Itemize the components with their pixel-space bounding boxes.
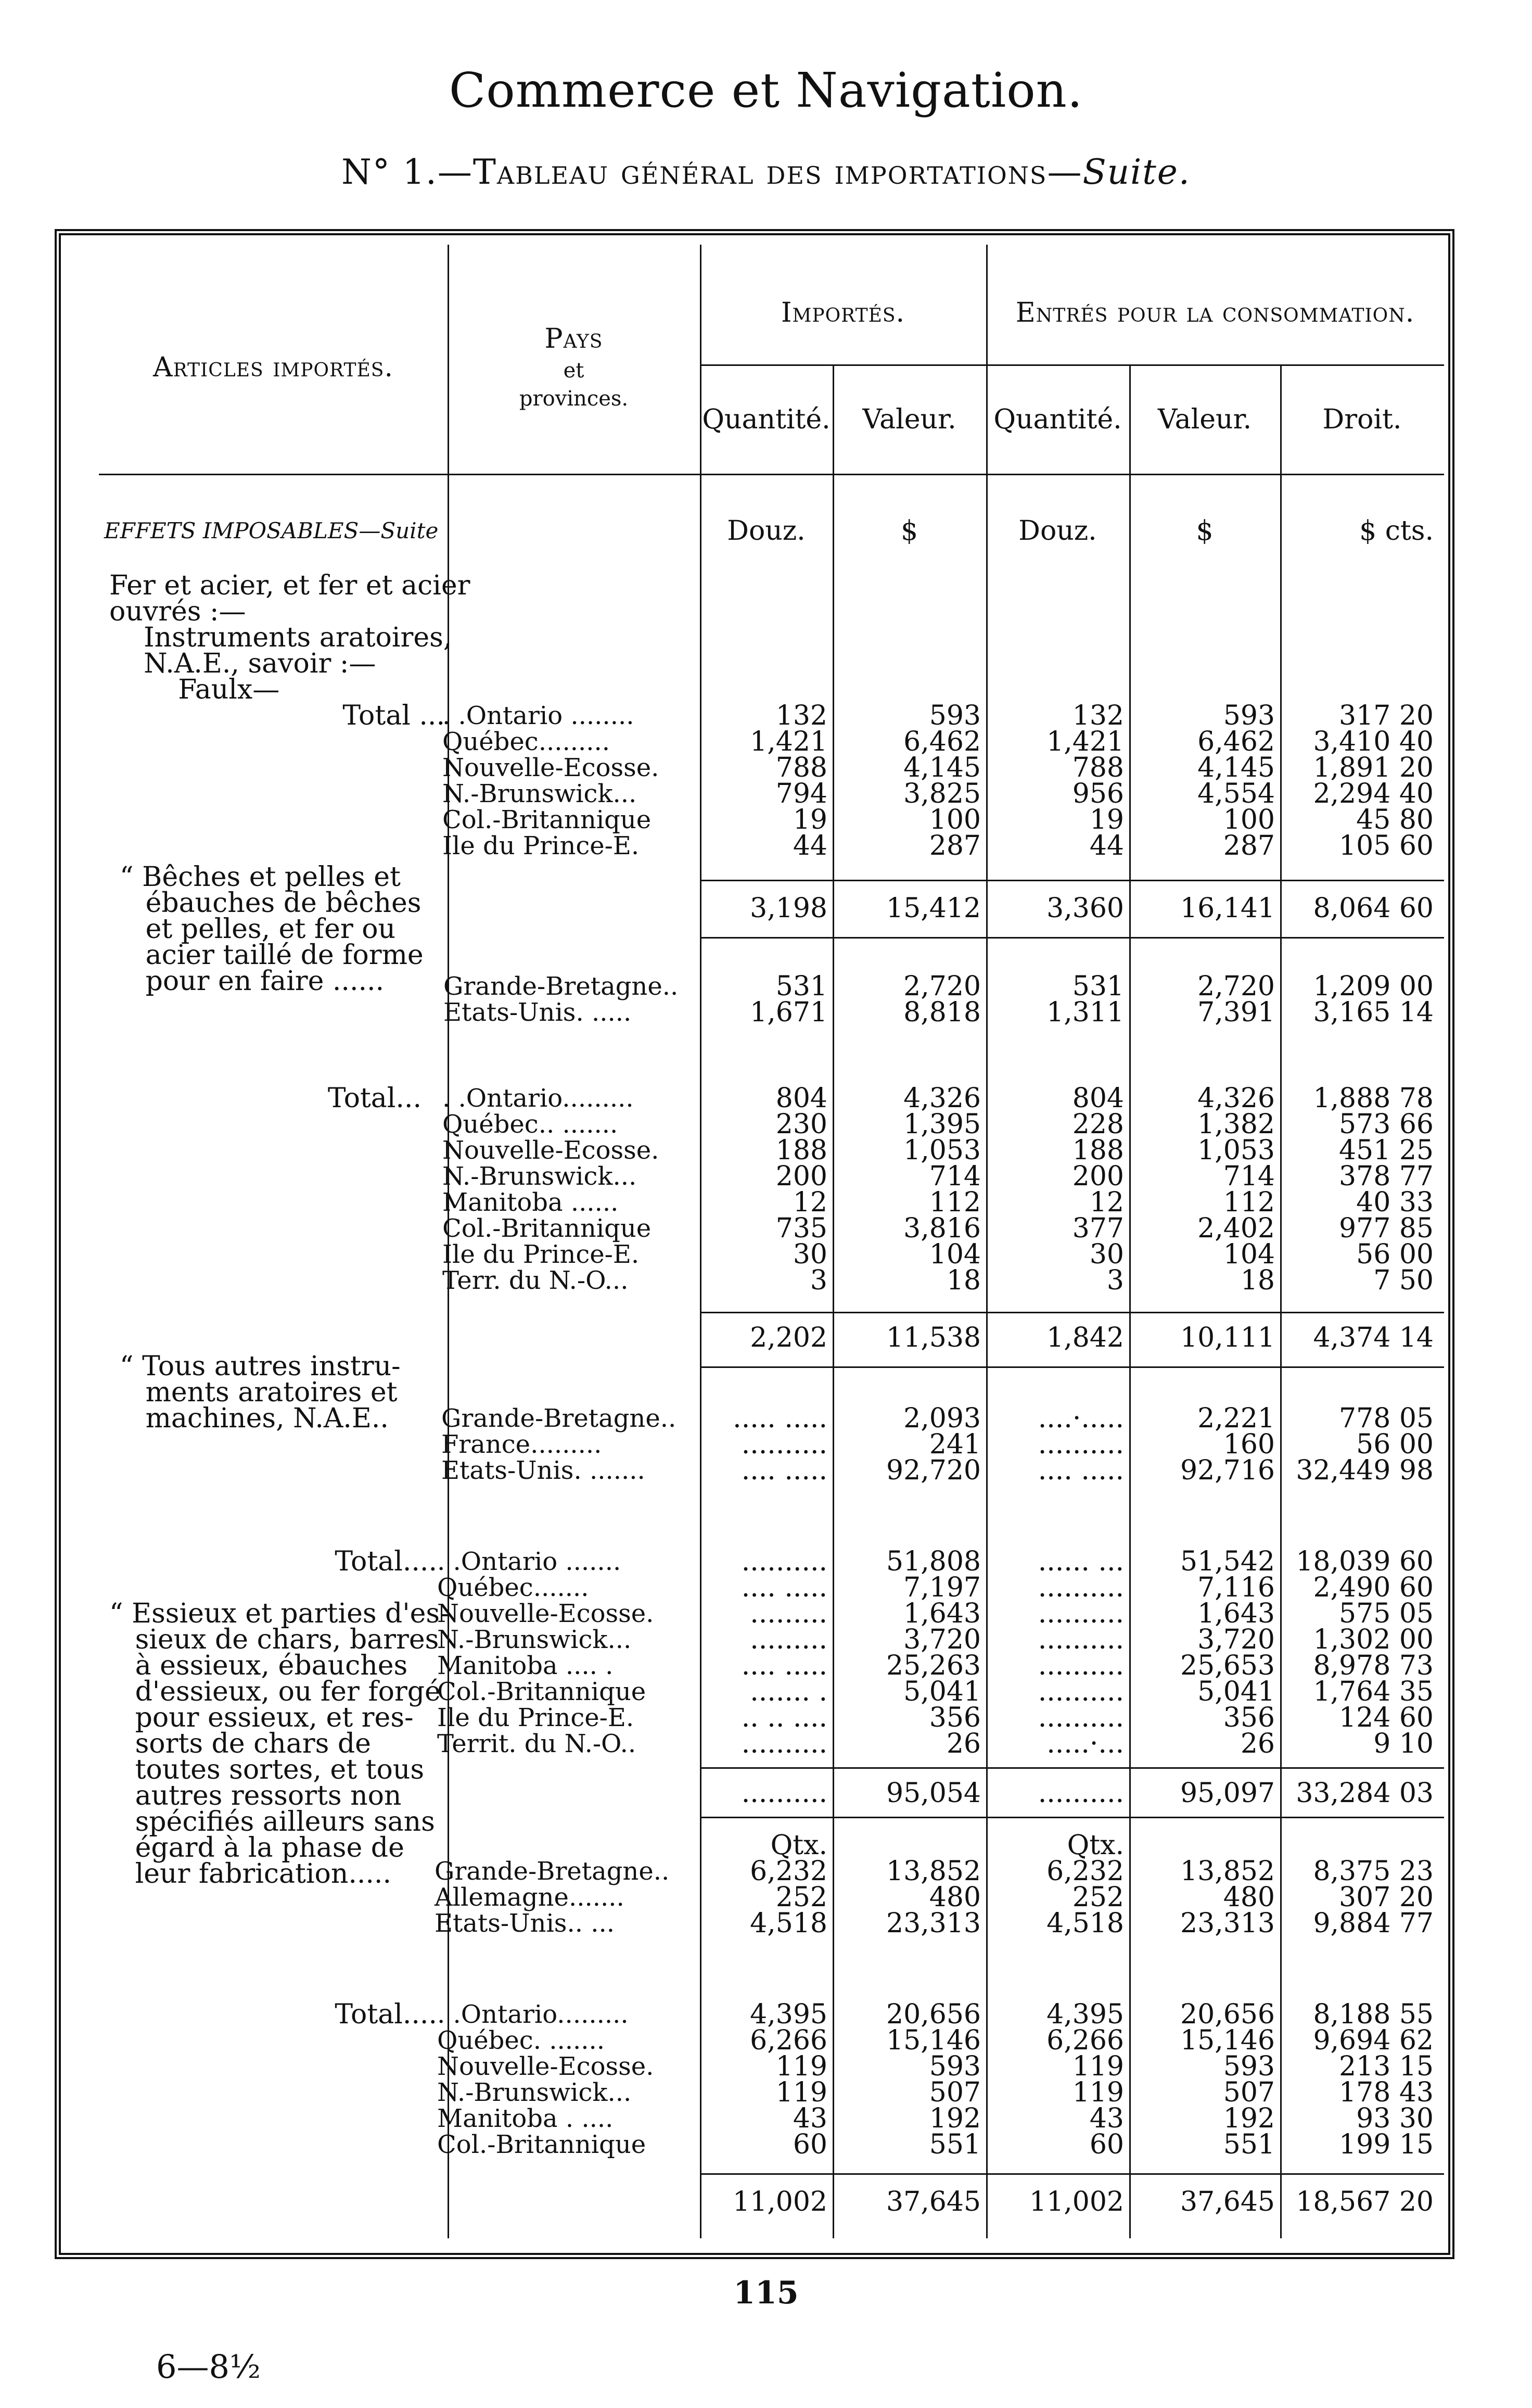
section-label: EFFETS IMPOSABLES—Suite <box>104 518 439 543</box>
header-articles: Articles importés. <box>153 352 393 383</box>
article-beches: “ Bêches et pelles et ébauches de bêches et pelles, et fer ou acier taillé de forme pour en faire ...... <box>120 861 424 997</box>
rule-essieux-total-top <box>700 2173 1444 2175</box>
block-autres-prov-v2: 51,542 7,116 1,643 3,720 25,653 5,041 356 26 <box>1180 1546 1275 1759</box>
block-faulx-v1: 593 6,462 4,145 3,825 100 287 <box>903 700 981 861</box>
header-quantite-importes: Quantité. <box>702 404 831 435</box>
block-beches-pays: Grande-Bretagne.. Etats-Unis. ..... <box>443 972 679 1027</box>
header-entres: Entrés pour la consommation. <box>1015 297 1415 328</box>
block-autres-prov-q1: .......... .... ..... ......... ......... .... ..... ....... . .. .. .... .......... <box>741 1546 827 1759</box>
block-essieux-prov-pays: . .Ontario......... Québec. ....... Nouvelle-Ecosse. N.-Brunswick... Manitoba . .... Col.-Britannique <box>437 2000 654 2159</box>
block-essieux-prov-q2: 4,395 6,266 119 119 43 60 <box>1046 1999 1124 2160</box>
total-beches-droit: 4,374 14 <box>1313 1322 1434 1353</box>
total-faulx-q2: 3,360 <box>1046 893 1124 924</box>
rule-autres-total-top <box>700 1767 1444 1769</box>
block-beches-droit: 1,209 00 3,165 14 <box>1313 971 1434 1028</box>
subtitle-main: Tableau général des importations— <box>473 152 1083 192</box>
header-rule-group <box>700 364 1444 366</box>
block-beches-prov-q1: 804 230 188 200 12 735 30 3 <box>775 1083 827 1296</box>
page-number: 115 <box>733 2275 799 2311</box>
total-essieux-q2: 11,002 <box>1029 2186 1124 2217</box>
rule-faulx-total-top <box>700 880 1444 881</box>
block-essieux-prov-q1: 4,395 6,266 119 119 43 60 <box>750 1999 827 2160</box>
block-essieux-prov-v1: 20,656 15,146 593 507 192 551 <box>886 1999 981 2160</box>
block-autres-prov-droit: 18,039 60 2,490 60 575 05 1,302 00 8,978 73 1,764 35 124 60 9 10 <box>1296 1546 1434 1759</box>
block-autres-v1: 2,093 241 92,720 <box>886 1403 981 1486</box>
block-faulx-droit: 317 20 3,410 40 1,891 20 2,294 40 45 80 105 60 <box>1313 700 1434 861</box>
block-autres-q1: ..... ..... .......... .... ..... <box>733 1403 827 1486</box>
total-autres-q2: .......... <box>1038 1778 1124 1809</box>
total-essieux-q1: 11,002 <box>733 2186 827 2217</box>
block-essieux-pays: Grande-Bretagne.. Allemagne....... Etats-Unis.. ... <box>435 1857 670 1938</box>
header-pays-3: provinces. <box>519 387 629 411</box>
rule-beches-total-top <box>700 1312 1444 1313</box>
block-autres-q2: ....·..... .......... .... ..... <box>1038 1403 1124 1486</box>
block-beches-v2: 2,720 7,391 <box>1197 971 1275 1028</box>
article-faulx: Fer et acier, et fer et acier ouvrés :— Instruments aratoires, N.A.E., savoir :— Faulx— <box>109 570 470 705</box>
col-rule-v2 <box>1280 364 1282 2238</box>
total-autres-v1: 95,054 <box>886 1778 981 1809</box>
total-beches-v1: 11,538 <box>886 1322 981 1353</box>
block-autres-droit: 778 05 56 00 32,449 98 <box>1296 1403 1434 1486</box>
header-quantite-entres: Quantité. <box>993 404 1122 435</box>
col-rule-q2 <box>1129 364 1131 2238</box>
block-beches-prov-droit: 1,888 78 573 66 451 25 378 77 40 33 977 85 56 00 7 50 <box>1313 1083 1434 1296</box>
article-autres-instruments: “ Tous autres instru- ments aratoires et machines, N.A.E.. <box>120 1351 401 1434</box>
unit-droit: $ cts. <box>1359 515 1434 547</box>
article-autres-total: Total.... <box>335 1546 437 1577</box>
total-essieux-v1: 37,645 <box>886 2186 981 2217</box>
block-beches-prov-pays: . .Ontario......... Québec.. ....... Nouvelle-Ecosse. N.-Brunswick... Manitoba ...... Col.-Britannique Ile du Prince-E. Terr. du N.-O... <box>442 1084 659 1295</box>
total-beches-q1: 2,202 <box>750 1322 827 1353</box>
block-beches-prov-q2: 804 228 188 200 12 377 30 3 <box>1072 1083 1124 1296</box>
block-beches-prov-v1: 4,326 1,395 1,053 714 112 3,816 104 18 <box>903 1083 981 1296</box>
rule-autres-total-bottom <box>700 1817 1444 1818</box>
col-rule-q1 <box>833 364 834 2238</box>
block-autres-prov-pays: . .Ontario ....... Québec....... Nouvelle-Ecosse. N.-Brunswick... Manitoba .... . Col.-Britannique Ile du Prince-E. Territ. du N.-O.. <box>437 1547 654 1758</box>
total-autres-q1: .......... <box>741 1778 827 1809</box>
block-essieux-q1: Qtx. 6,232 252 4,518 <box>750 1830 827 1939</box>
block-essieux-v1: 13,852 480 23,313 <box>886 1856 981 1939</box>
rule-faulx-total-bottom <box>700 937 1444 939</box>
block-beches-prov-v2: 4,326 1,382 1,053 714 112 2,402 104 18 <box>1197 1083 1275 1296</box>
total-faulx-v1: 15,412 <box>886 893 981 924</box>
total-beches-q2: 1,842 <box>1046 1322 1124 1353</box>
printer-signature: 6—8½ <box>156 2348 261 2386</box>
header-droit: Droit. <box>1322 404 1402 435</box>
total-autres-v2: 95,097 <box>1180 1778 1275 1809</box>
unit-q2: Douz. <box>1018 515 1097 547</box>
block-autres-prov-v1: 51,808 7,197 1,643 3,720 25,263 5,041 356 26 <box>886 1546 981 1759</box>
total-faulx-v2: 16,141 <box>1180 893 1275 924</box>
total-faulx-q1: 3,198 <box>750 893 827 924</box>
article-essieux-total: Total.... <box>335 1999 437 2030</box>
total-faulx-droit: 8,064 60 <box>1313 893 1434 924</box>
subtitle-suite: Suite. <box>1082 152 1191 192</box>
total-autres-droit: 33,284 03 <box>1296 1778 1434 1809</box>
article-essieux: “ Essieux et parties d'es- sieux de chars, barres à essieux, ébauches d'essieux, ou fer forgé pour essieux, et res- sorts de chars de toutes sortes, et tous autres ressorts non spécifiés ailleurs sans égard à la phase de leur fabrication..... <box>109 1598 449 1890</box>
article-beches-total: Total... <box>327 1083 422 1114</box>
block-essieux-q2: Qtx. 6,232 252 4,518 <box>1046 1830 1124 1939</box>
block-autres-v2: 2,221 160 92,716 <box>1180 1403 1275 1486</box>
header-valeur-entres: Valeur. <box>1157 404 1252 435</box>
header-importes: Importés. <box>781 297 905 328</box>
total-essieux-droit: 18,567 20 <box>1296 2186 1434 2217</box>
block-essieux-v2: 13,852 480 23,313 <box>1180 1856 1275 1939</box>
block-essieux-droit: 8,375 23 307 20 9,884 77 <box>1313 1856 1434 1939</box>
subtitle-number: N° 1.— <box>341 152 473 192</box>
block-beches-q2: 531 1,311 <box>1046 971 1124 1028</box>
rule-beches-total-bottom <box>700 1366 1444 1368</box>
unit-v2: $ <box>1196 515 1214 547</box>
header-rule-bottom <box>99 474 1444 475</box>
block-beches-v1: 2,720 8,818 <box>903 971 981 1028</box>
block-autres-prov-q2: ...... ... .......... .......... .......... .......... .......... .......... .....·... <box>1038 1546 1124 1759</box>
page-title: Commerce et Navigation. <box>449 62 1083 118</box>
block-beches-q1: 531 1,671 <box>750 971 827 1028</box>
header-pays-1: Pays <box>544 323 603 354</box>
block-faulx-q2: 132 1,421 788 956 19 44 <box>1046 700 1124 861</box>
table-subtitle <box>0 152 1532 192</box>
total-beches-v2: 10,111 <box>1180 1322 1275 1353</box>
block-essieux-prov-v2: 20,656 15,146 593 507 192 551 <box>1180 1999 1275 2160</box>
unit-q1: Douz. <box>727 515 806 547</box>
total-essieux-v2: 37,645 <box>1180 2186 1275 2217</box>
block-faulx-pays: . .Ontario ........ Québec......... Nouvelle-Ecosse. N.-Brunswick... Col.-Britannique Ile du Prince-E. <box>442 701 659 860</box>
block-autres-pays: Grande-Bretagne.. France......... Etats-Unis. ....... <box>441 1404 676 1485</box>
block-essieux-prov-droit: 8,188 55 9,694 62 213 15 178 43 93 30 199 15 <box>1313 1999 1434 2160</box>
block-faulx-q1: 132 1,421 788 794 19 44 <box>750 700 827 861</box>
unit-v1: $ <box>900 515 918 547</box>
article-faulx-total: Total ... <box>342 700 445 731</box>
block-faulx-v2: 593 6,462 4,145 4,554 100 287 <box>1197 700 1275 861</box>
header-pays-2: et <box>563 359 584 383</box>
header-valeur-importes: Valeur. <box>862 404 956 435</box>
